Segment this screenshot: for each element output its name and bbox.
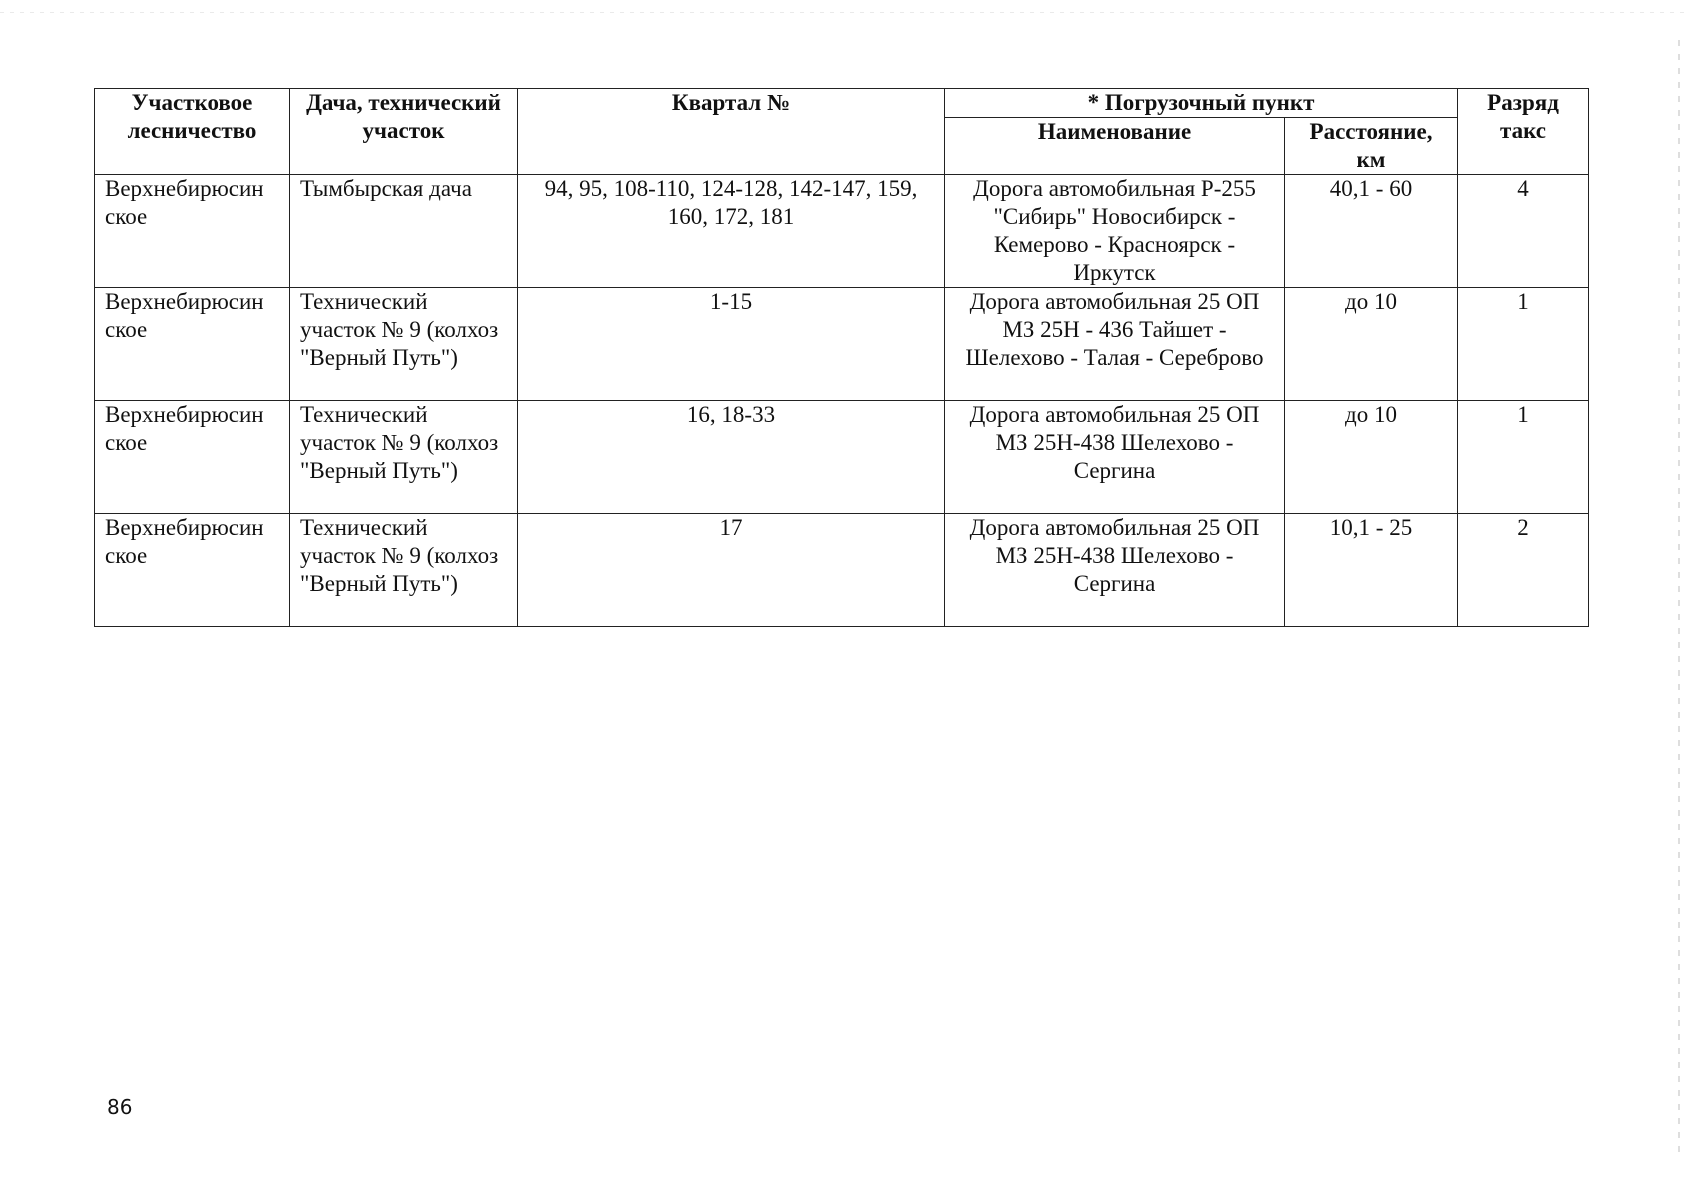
header-forestry: Участковое лесничество [95,89,290,175]
cell-distance: до 10 [1285,288,1458,401]
header-loading-point: * Погрузочный пункт [945,89,1458,118]
cell-tax-category: 1 [1458,288,1589,401]
table-row [95,175,1589,288]
header-quarter: Квартал № [518,89,945,175]
loading-points-table [94,88,1589,627]
cell-forestry: Верхнебирюсин ское [95,175,290,288]
cell-tax-category: 1 [1458,401,1589,514]
page-number: 86 [107,1095,133,1119]
header-tax-category: Разряд такс [1458,89,1589,175]
cell-quarter: 94, 95, 108-110, 124-128, 142-147, 159, 160, 172, 181 [518,175,945,288]
table-row [95,401,1589,514]
scan-edge-right [1678,40,1680,1160]
cell-quarter: 1-15 [518,288,945,401]
cell-forestry: Верхнебирюсин ское [95,288,290,401]
cell-tax-category: 4 [1458,175,1589,288]
cell-dacha: Тымбырская дача [290,175,518,288]
cell-name: Дорога автомобильная 25 ОП МЗ 25Н-438 Шелехово - Сергина [945,514,1285,627]
scan-edge-top [0,12,1686,13]
cell-quarter: 16, 18-33 [518,401,945,514]
cell-name: Дорога автомобильная Р-255 "Сибирь" Новосибирск - Кемерово - Красноярск - Иркутск [945,175,1285,288]
table-row [95,514,1589,627]
cell-quarter: 17 [518,514,945,627]
cell-distance: 10,1 - 25 [1285,514,1458,627]
cell-name: Дорога автомобильная 25 ОП МЗ 25Н-438 Шелехово - Сергина [945,401,1285,514]
cell-distance: до 10 [1285,401,1458,514]
header-dacha: Дача, технический участок [290,89,518,175]
cell-dacha: Технический участок № 9 (колхоз "Верный Путь") [290,514,518,627]
header-distance: Расстояние, км [1285,118,1458,175]
cell-distance: 40,1 - 60 [1285,175,1458,288]
cell-dacha: Технический участок № 9 (колхоз "Верный Путь") [290,288,518,401]
cell-forestry: Верхнебирюсин ское [95,514,290,627]
cell-forestry: Верхнебирюсин ское [95,401,290,514]
header-name: Наименование [945,118,1285,175]
table-header-row [95,89,1589,118]
cell-dacha: Технический участок № 9 (колхоз "Верный Путь") [290,401,518,514]
cell-tax-category: 2 [1458,514,1589,627]
table-row [95,288,1589,401]
cell-name: Дорога автомобильная 25 ОП МЗ 25Н - 436 Тайшет - Шелехово - Талая - Сереброво [945,288,1285,401]
